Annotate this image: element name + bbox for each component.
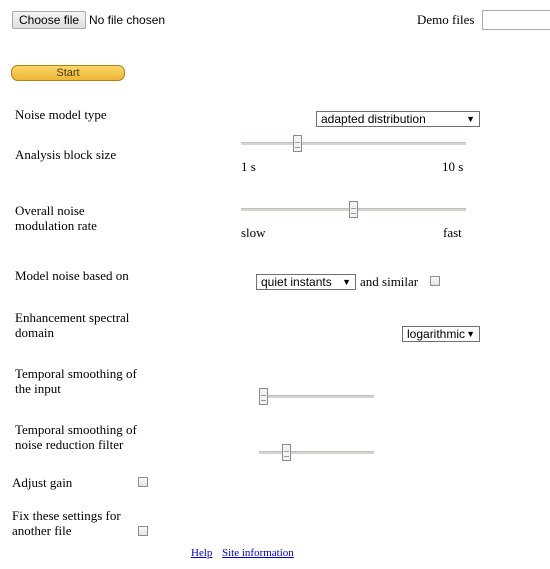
model-based-on-label: Model noise based on: [15, 268, 129, 283]
block-size-max-label: 10 s: [442, 159, 464, 174]
model-based-on-select[interactable]: [256, 274, 356, 290]
dropdown-arrow-icon: ▼: [466, 114, 475, 124]
modulation-min-label: slow: [241, 225, 266, 240]
smoothing-input-slider-thumb[interactable]: [259, 388, 268, 405]
spectral-domain-label-line1: Enhancement spectral: [15, 310, 130, 325]
dropdown-arrow-icon: ▼: [466, 329, 475, 339]
smoothing-input-slider-track[interactable]: [259, 395, 374, 398]
and-similar-label: and similar: [360, 274, 419, 289]
noise-model-select[interactable]: [316, 111, 480, 127]
smoothing-input-label-line2: the input: [15, 381, 61, 396]
block-size-slider-thumb[interactable]: [293, 135, 302, 152]
smoothing-filter-label-line2: noise reduction filter: [15, 437, 124, 452]
block-size-min-label: 1 s: [241, 159, 256, 174]
modulation-label-line2: modulation rate: [15, 218, 97, 233]
modulation-label-line1: Overall noise: [15, 203, 85, 218]
model-based-on-selected: quiet instants: [261, 275, 332, 289]
noise-model-label: Noise model type: [15, 107, 107, 122]
block-size-label: Analysis block size: [15, 147, 117, 162]
smoothing-filter-label-line1: Temporal smoothing of: [15, 422, 137, 437]
spectral-domain-label: [15, 310, 129, 340]
smoothing-filter-slider-track[interactable]: [259, 451, 374, 454]
dropdown-arrow-icon: ▼: [342, 277, 351, 287]
choose-file-button[interactable]: Choose file: [12, 11, 86, 29]
adjust-gain-checkbox[interactable]: [138, 477, 148, 487]
file-status-text: No file chosen: [89, 13, 166, 27]
demo-files-input[interactable]: [482, 10, 550, 30]
fix-settings-checkbox[interactable]: [138, 526, 148, 536]
start-button[interactable]: Start: [11, 65, 125, 81]
and-similar-checkbox[interactable]: [430, 276, 440, 286]
modulation-label: [15, 203, 97, 233]
demo-files-label: Demo files: [417, 12, 475, 27]
spectral-domain-select[interactable]: [402, 326, 480, 342]
modulation-slider-thumb[interactable]: [349, 201, 358, 218]
smoothing-input-label: [15, 366, 137, 396]
help-link[interactable]: Help: [191, 547, 213, 559]
modulation-max-label: fast: [443, 225, 462, 240]
block-size-slider-track[interactable]: [241, 142, 466, 145]
smoothing-filter-label: [15, 422, 137, 452]
fix-settings-label-line1: Fix these settings for: [12, 508, 121, 523]
fix-settings-label: [12, 508, 121, 538]
spectral-domain-selected: logarithmic: [407, 327, 466, 341]
spectral-domain-label-line2: domain: [15, 325, 54, 340]
noise-model-selected: adapted distribution: [321, 112, 426, 126]
adjust-gain-label: Adjust gain: [12, 475, 73, 490]
smoothing-input-label-line1: Temporal smoothing of: [15, 366, 137, 381]
smoothing-filter-slider-thumb[interactable]: [282, 444, 291, 461]
site-information-link[interactable]: Site information: [222, 547, 294, 559]
fix-settings-label-line2: another file: [12, 523, 72, 538]
